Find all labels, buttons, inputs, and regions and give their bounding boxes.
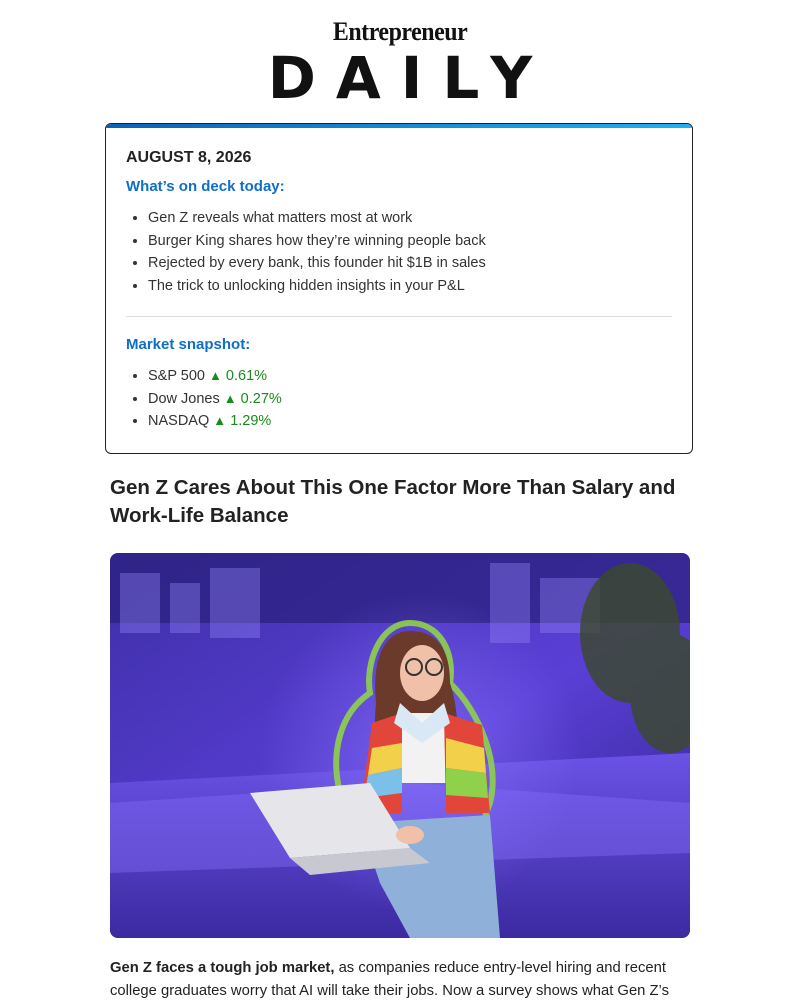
- deck-item[interactable]: • Burger King shares how they’re winning people back: [148, 230, 672, 253]
- newsletter-title: DAILY: [267, 44, 553, 112]
- lead-rest: as companies reduce entry-level hiring and recent college graduates worry that AI will take their jobs. Now a survey shows what Gen Z’s: [110, 960, 669, 999]
- market-list: [126, 365, 672, 433]
- market-name: NASDAQ: [148, 413, 210, 429]
- market-item-nasdaq: [148, 410, 672, 433]
- deck-heading: What’s on deck today:: [126, 178, 285, 195]
- lead-bold: Gen Z faces a tough job market,: [110, 960, 335, 976]
- brand-logo[interactable]: Entrepreneur: [332, 17, 468, 46]
- up-arrow-icon: ▲: [213, 413, 227, 428]
- article-hero-image[interactable]: [110, 553, 690, 938]
- deck-item[interactable]: • The trick to unlocking hidden insights in your P&L: [148, 275, 672, 298]
- market-name: Dow Jones: [148, 390, 220, 407]
- hero-illustration: [110, 553, 690, 938]
- market-change: 0.61%: [225, 368, 268, 384]
- up-arrow-icon: ▲: [223, 390, 237, 406]
- deck-item[interactable]: • Gen Z reveals what matters most at work: [148, 207, 672, 230]
- market-name: S&P 500: [148, 368, 205, 384]
- market-heading: Market snapshot:: [126, 336, 251, 353]
- summary-card: [105, 123, 693, 454]
- divider: [126, 316, 672, 317]
- issue-date: AUGUST 8, 2026: [126, 149, 252, 166]
- deck-list: [126, 207, 672, 297]
- up-arrow-icon: ▲: [209, 368, 222, 383]
- masthead: [0, 0, 800, 122]
- market-item-dow: [148, 388, 672, 411]
- article-headline[interactable]: Gen Z Cares About This One Factor More Than Salary and Work-Life Balance: [110, 476, 676, 527]
- market-change: 0.27%: [240, 390, 282, 407]
- deck-item[interactable]: • Rejected by every bank, this founder hit $1B in sales: [148, 252, 672, 275]
- market-item-sp500: [148, 365, 672, 388]
- article-lead: [110, 957, 690, 1003]
- market-change: 1.29%: [230, 413, 272, 429]
